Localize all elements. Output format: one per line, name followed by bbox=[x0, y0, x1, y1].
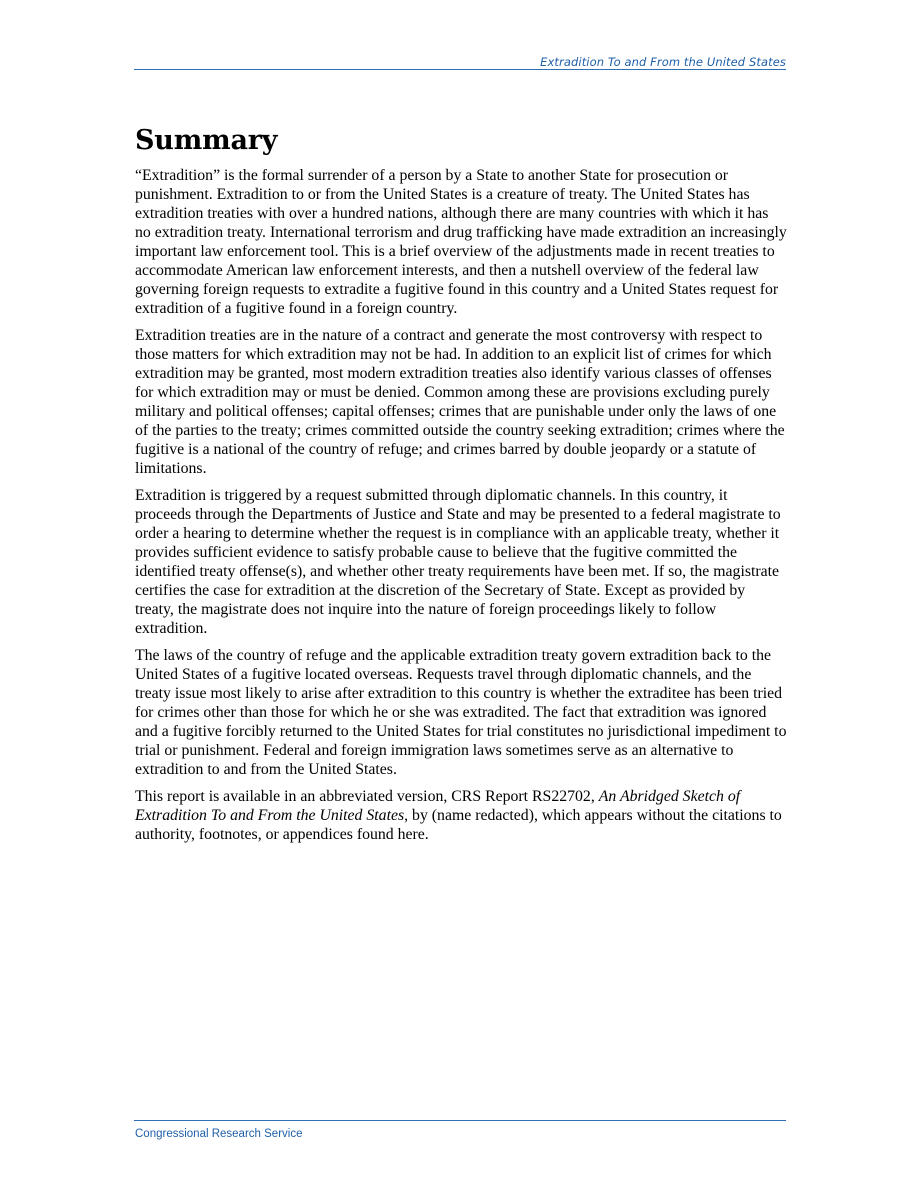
running-header-title: Extradition To and From the United States bbox=[540, 55, 786, 69]
running-footer bbox=[134, 1120, 786, 1142]
summary-paragraph-definition: “Extradition” is the formal surrender of a person by a State to another State for prosecution or punishment. Extradition to or from the United States is a creature of treaty. The United States has extradition treaties with over a hundred nations, although there are many countries with which it has no extradition treaty. International terrorism and drug trafficking have made extradition an increasingly important law enforcement tool. This is a brief overview of the adjustments made in recent treaties to accommodate American law enforcement interests, and then a nutshell overview of the federal law governing foreign requests to extradite a fugitive found in this country and a United States request for extradition of a fugitive found in a foreign country. bbox=[135, 167, 787, 317]
availability-suffix: , by (name redacted), which appears without the citations to authority, footnotes, or appendices found here. bbox=[135, 807, 782, 843]
abridged-report-title: An Abridged Sketch of Extradition To and From the United States bbox=[135, 788, 741, 824]
summary-paragraph-treaties: Extradition treaties are in the nature of a contract and generate the most controversy with respect to those matters for which extradition may not be had. In addition to an explicit list of crimes for which extradition may be granted, most modern extradition treaties also identify various classes of offenses for which extradition may or must be denied. Common among these are provisions excluding purely military and political offenses; capital offenses; crimes that are punishable under only the laws of one of the parties to the treaty; crimes committed outside the country seeking extradition; crimes where the fugitive is a national of the country of refuge; and crimes barred by double jeopardy or a statute of limitations. bbox=[135, 327, 785, 477]
summary-paragraph-availability bbox=[135, 787, 787, 844]
availability-prefix: This report is available in an abbreviated version, CRS Report RS22702, bbox=[135, 788, 599, 805]
summary-paragraph-procedure: Extradition is triggered by a request submitted through diplomatic channels. In this country, it proceeds through the Departments of Justice and State and may be presented to a federal magistrate to order a hearing to determine whether the request is in compliance with an applicable treaty, whether it provides sufficient evidence to satisfy probable cause to believe that the fugitive committed the identified treaty offense(s), and whether other treaty requirements have been met. If so, the magistrate certifies the case for extradition at the discretion of the Secretary of State. Except as provided by treaty, the magistrate does not inquire into the nature of foreign proceedings likely to follow extradition. bbox=[135, 487, 781, 637]
running-header bbox=[134, 54, 786, 70]
page-title: Summary bbox=[135, 125, 278, 156]
footer-organization: Congressional Research Service bbox=[135, 1128, 303, 1140]
summary-paragraph-extradition-to-us: The laws of the country of refuge and the applicable extradition treaty govern extradition back to the United States of a fugitive located overseas. Requests travel through diplomatic channels, and the treaty issue most likely to arise after extradition to this country is whether the extraditee has been tried for crimes other than those for which he or she was extradited. The fact that extradition was ignored and a fugitive forcibly returned to the United States for trial constitutes no jurisdictional impediment to trial or punishment. Federal and foreign immigration laws sometimes serve as an alternative to extradition to and from the United States. bbox=[135, 647, 787, 778]
summary-section bbox=[135, 124, 787, 852]
